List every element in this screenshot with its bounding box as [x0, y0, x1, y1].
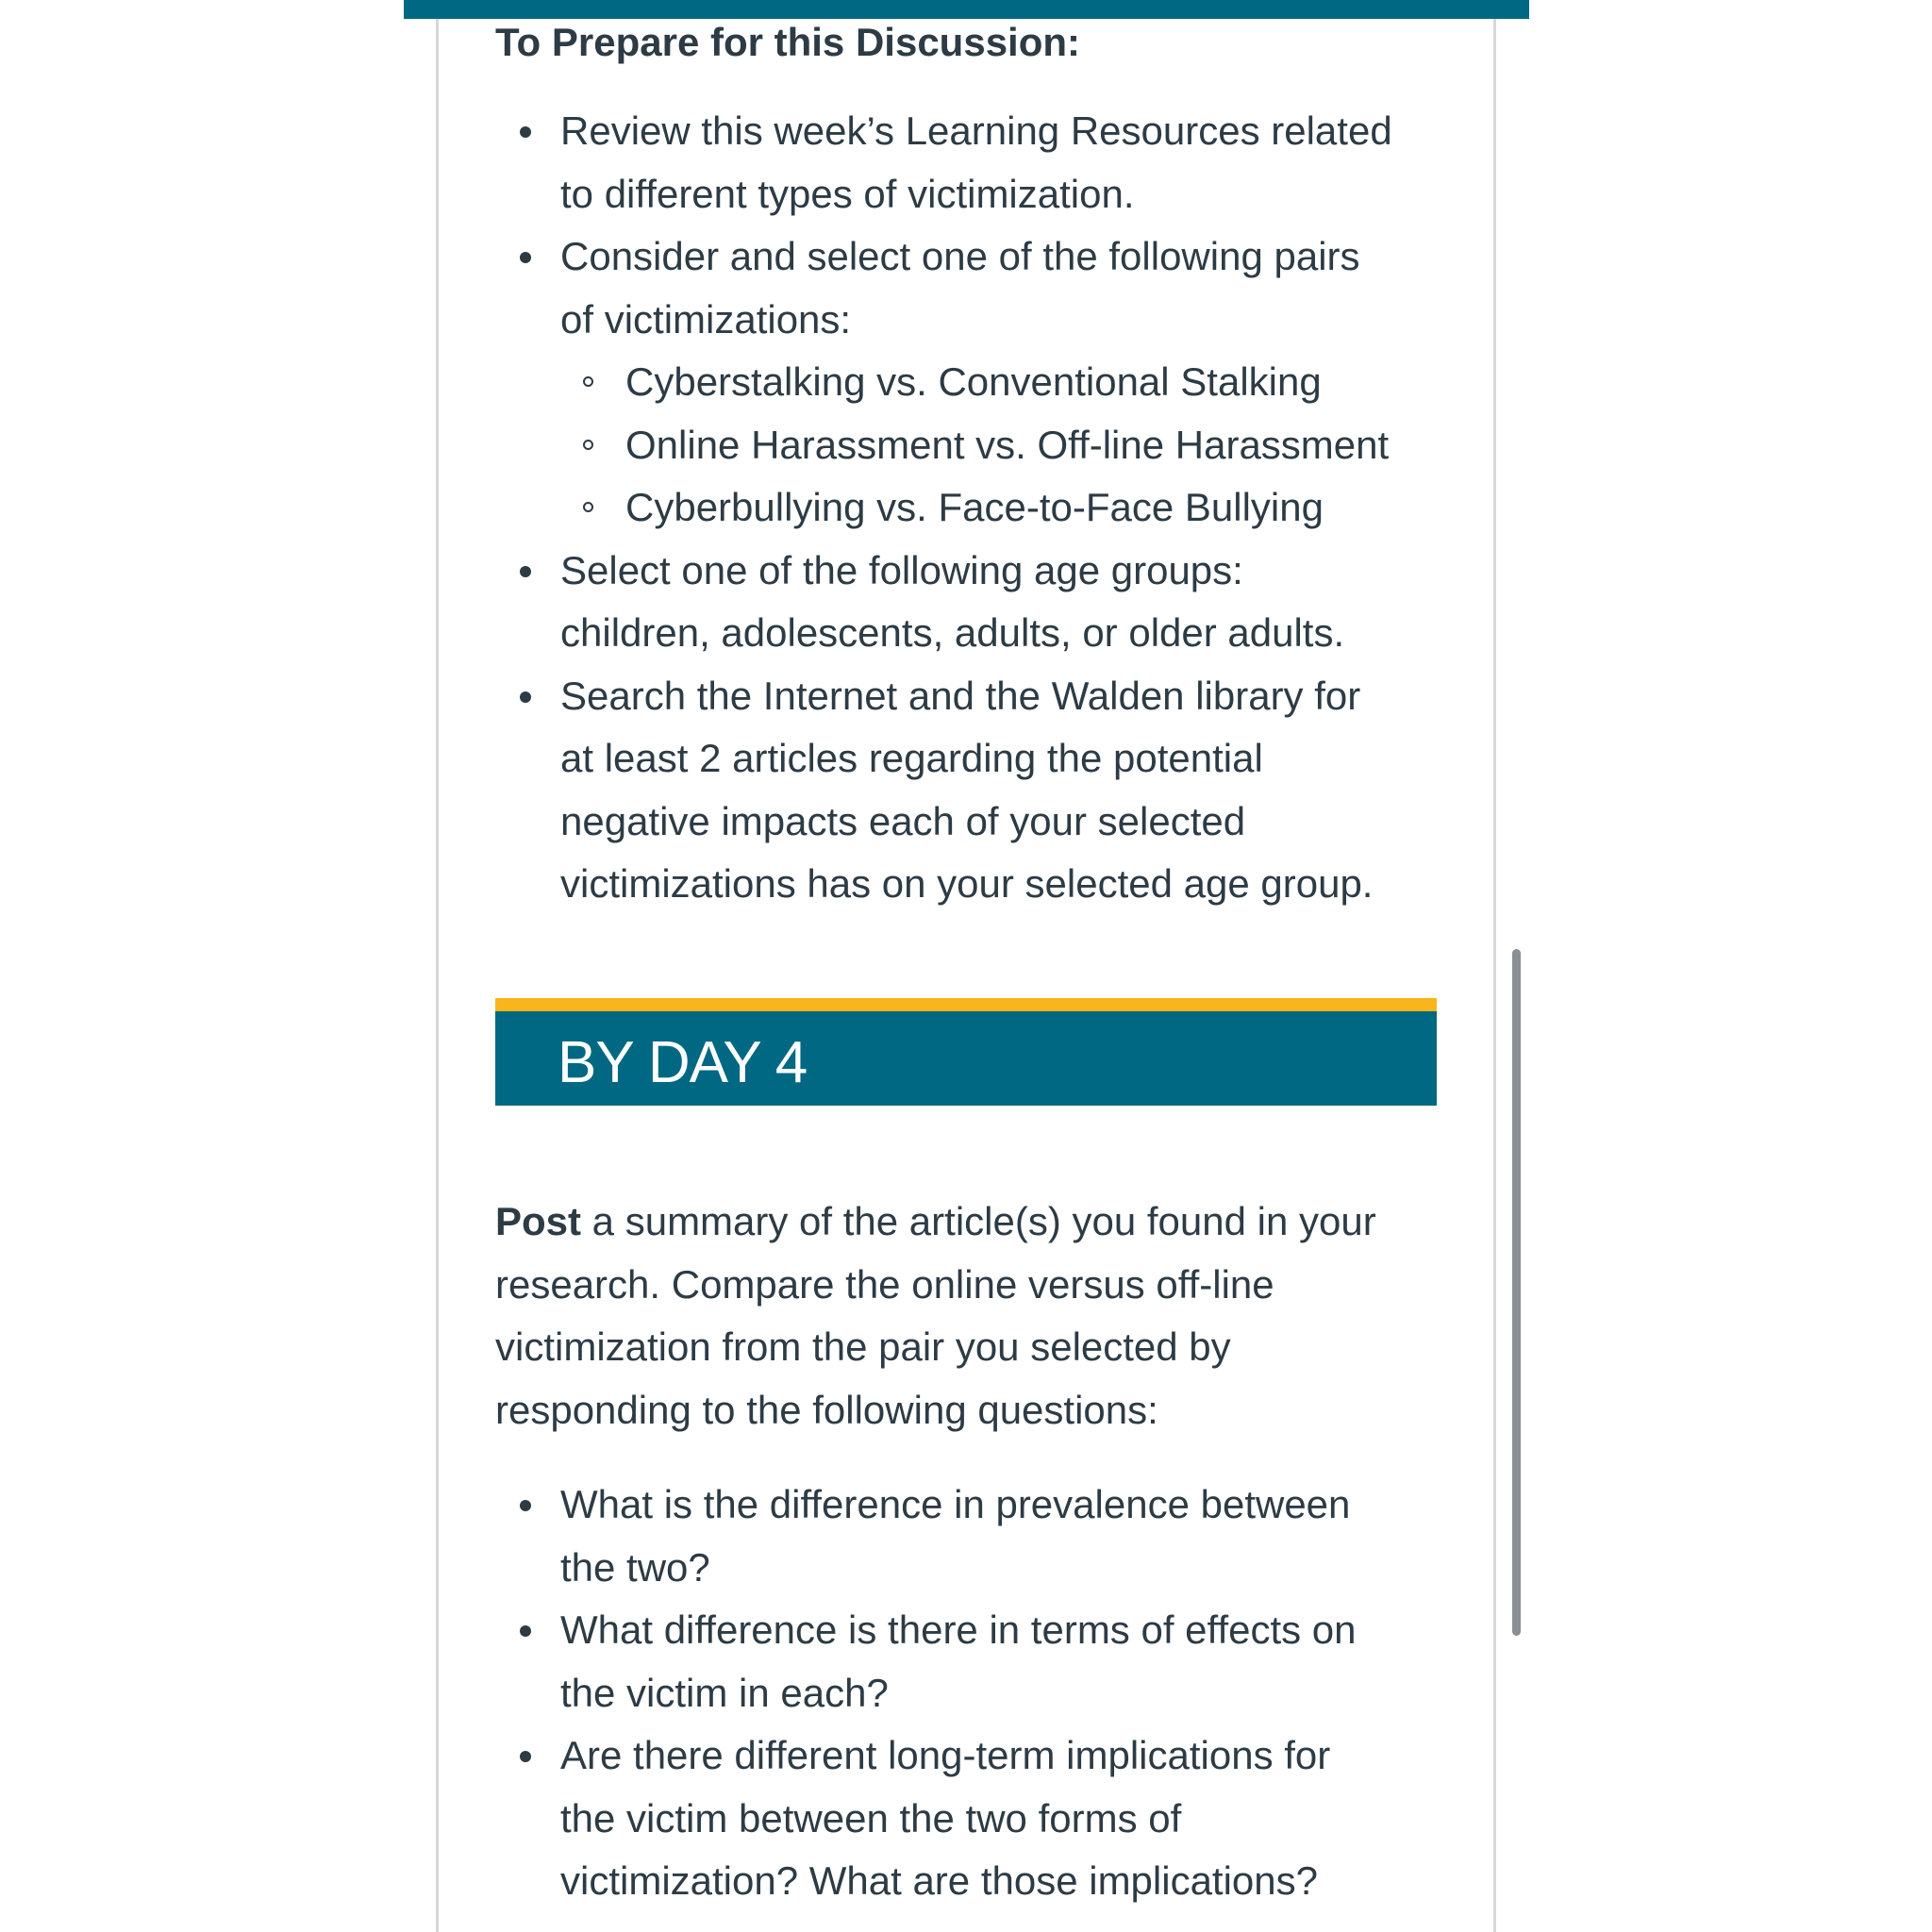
list-item-line: at least 2 articles regarding the potential: [560, 736, 1263, 780]
list-item-line: the victim between the two forms of: [560, 1795, 1182, 1840]
list-item: [495, 665, 1439, 916]
list-item-line: victimizations has on your selected age group.: [560, 861, 1374, 906]
list-item: [495, 1724, 1439, 1913]
post-line: research. Compare the online versus off-line: [495, 1261, 1274, 1307]
list-item-line: Select one of the following age groups:: [560, 547, 1243, 592]
post-instructions: [495, 1191, 1439, 1441]
list-item: [495, 540, 1439, 665]
scrollbar-thumb[interactable]: [1512, 949, 1521, 1636]
list-item-line: children, adolescents, adults, or older adults.: [560, 610, 1345, 655]
victimization-pairs-list: [560, 351, 1439, 540]
prepare-section: [495, 13, 1439, 916]
prepare-heading: To Prepare for this Discussion:: [495, 20, 1081, 64]
list-item: [495, 100, 1439, 225]
list-item-line: Search the Internet and the Walden library for: [560, 673, 1361, 718]
sub-list-item: Online Harassment vs. Off-line Harassment: [560, 414, 1439, 477]
prepare-list: [495, 100, 1439, 916]
banner-title: BY DAY 4: [558, 1030, 808, 1095]
list-item-line: negative impacts each of your selected: [560, 798, 1246, 843]
post-line: a summary of the article(s) you found in your: [581, 1199, 1376, 1243]
post-section: [495, 1191, 1439, 1913]
list-item-line: victimization? What are those implications?: [560, 1858, 1319, 1903]
list-item-line: the two?: [560, 1544, 710, 1590]
list-item-line: of victimizations:: [560, 296, 852, 341]
list-item: [495, 1474, 1439, 1599]
list-item-line: What difference is there in terms of effects on: [560, 1607, 1357, 1652]
list-item-line: Consider and select one of the following pairs: [560, 234, 1360, 278]
post-line: responding to the following questions:: [495, 1387, 1158, 1432]
post-line: victimization from the pair you selected by: [495, 1324, 1231, 1369]
list-item-line: What is the difference in prevalence between: [560, 1482, 1351, 1526]
list-item-line: to different types of victimization.: [560, 171, 1135, 216]
list-item: [495, 225, 1439, 540]
sub-list-item: Cyberbullying vs. Face-to-Face Bullying: [560, 476, 1439, 540]
list-item-line: the victim in each?: [560, 1670, 889, 1715]
questions-list: [495, 1474, 1439, 1913]
post-bold-word: Post: [495, 1199, 582, 1243]
list-item: [495, 1599, 1439, 1724]
list-item-line: Review this week’s Learning Resources related: [560, 108, 1392, 153]
by-day-4-banner: [495, 998, 1437, 1106]
sub-list-item: Cyberstalking vs. Conventional Stalking: [560, 351, 1439, 414]
list-item-line: Are there different long-term implications for: [560, 1733, 1331, 1777]
